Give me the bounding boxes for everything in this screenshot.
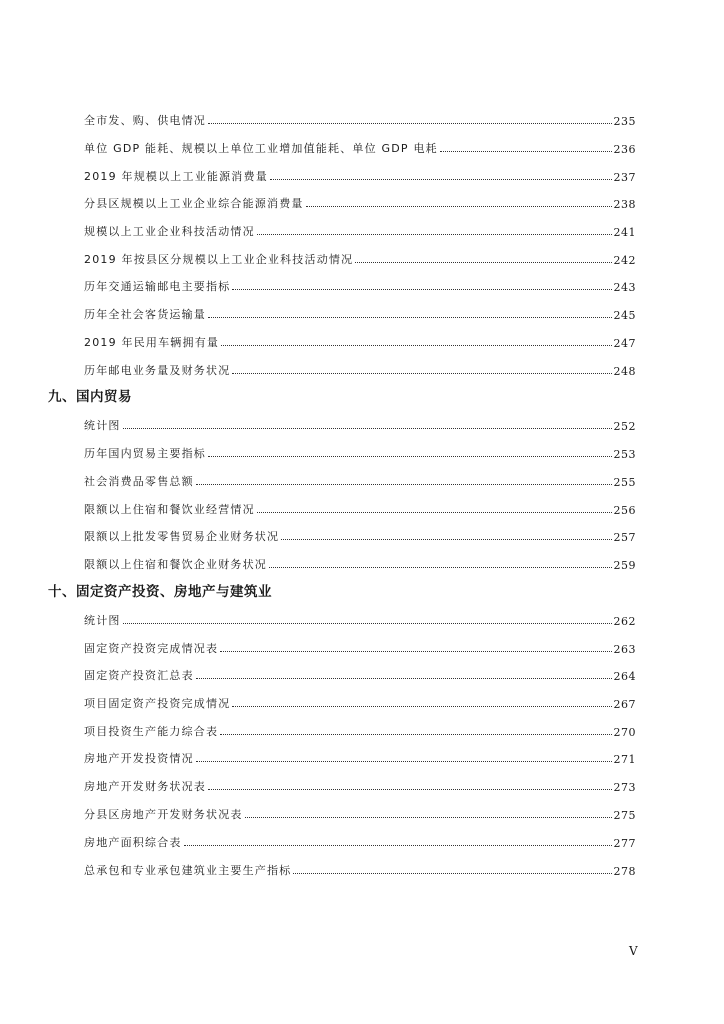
toc-entry[interactable] xyxy=(84,302,636,322)
dot-leader xyxy=(196,484,612,485)
toc-entry-title: 2019 年按县区分规模以上工业企业科技活动情况 xyxy=(84,253,354,266)
toc-entry-title: 历年国内贸易主要指标 xyxy=(84,447,206,460)
toc-entry[interactable] xyxy=(84,108,636,128)
toc-entry-page: 235 xyxy=(613,115,636,128)
toc-entry[interactable] xyxy=(84,274,636,294)
page-number: V xyxy=(629,944,638,958)
toc-entry[interactable] xyxy=(84,469,636,489)
dot-leader xyxy=(281,539,611,540)
toc-entry-title: 房地产面积综合表 xyxy=(84,836,182,849)
dot-leader xyxy=(232,373,611,374)
toc-entry[interactable] xyxy=(84,552,636,572)
toc-entry-title: 项目投资生产能力综合表 xyxy=(84,725,219,738)
dot-leader xyxy=(257,234,612,235)
toc-entry-title: 分县区房地产开发财务状况表 xyxy=(84,808,243,821)
toc-entry[interactable] xyxy=(84,608,636,628)
dot-leader xyxy=(355,262,611,263)
toc-entry-title: 固定资产投资完成情况表 xyxy=(84,642,219,655)
toc-entry-page: 245 xyxy=(613,309,636,322)
toc-entry-title: 统计图 xyxy=(84,614,121,627)
toc-entry[interactable] xyxy=(84,802,636,822)
toc-entry-title: 全市发、购、供电情况 xyxy=(84,114,206,127)
toc-entry-page: 236 xyxy=(613,143,636,156)
toc-entry[interactable] xyxy=(84,191,636,211)
section-heading-domestic-trade[interactable]: 九、国内贸易 xyxy=(48,389,132,405)
toc-entry-title: 历年邮电业务量及财务状况 xyxy=(84,364,231,377)
toc-entry[interactable] xyxy=(84,636,636,656)
toc-entry-page: 263 xyxy=(613,643,636,656)
dot-leader xyxy=(123,623,612,624)
toc-entry[interactable] xyxy=(84,330,636,350)
toc-entry-title: 限额以上批发零售贸易企业财务状况 xyxy=(84,530,280,543)
toc-entry-page: 270 xyxy=(613,726,636,739)
toc-entry-page: 264 xyxy=(613,670,636,683)
toc-entry[interactable] xyxy=(84,497,636,517)
toc-entry-page: 238 xyxy=(613,198,636,211)
toc-entry[interactable] xyxy=(84,746,636,766)
toc-entry[interactable] xyxy=(84,219,636,239)
toc-entry-page: 243 xyxy=(613,281,636,294)
toc-entry[interactable] xyxy=(84,524,636,544)
toc-entry-page: 255 xyxy=(613,476,636,489)
toc-entry-title: 总承包和专业承包建筑业主要生产指标 xyxy=(84,864,292,877)
toc-entry-page: 241 xyxy=(613,226,636,239)
dot-leader xyxy=(208,123,612,124)
toc-entry-title: 限额以上住宿和餐饮业经营情况 xyxy=(84,503,255,516)
toc-entry[interactable] xyxy=(84,663,636,683)
toc-entry-title: 分县区规模以上工业企业综合能源消费量 xyxy=(84,197,304,210)
dot-leader xyxy=(208,317,612,318)
toc-entry-title: 房地产开发财务状况表 xyxy=(84,780,206,793)
dot-leader xyxy=(440,151,612,152)
dot-leader xyxy=(232,289,611,290)
dot-leader xyxy=(269,567,612,568)
toc-entry-title: 项目固定资产投资完成情况 xyxy=(84,697,231,710)
dot-leader xyxy=(123,428,612,429)
toc-entry-title: 单位 GDP 能耗、规模以上单位工业增加值能耗、单位 GDP 电耗 xyxy=(84,142,438,155)
dot-leader xyxy=(208,789,612,790)
dot-leader xyxy=(196,678,612,679)
toc-entry-title: 社会消费品零售总额 xyxy=(84,475,194,488)
dot-leader xyxy=(220,734,611,735)
toc-entry[interactable] xyxy=(84,774,636,794)
toc-entry-title: 固定资产投资汇总表 xyxy=(84,669,194,682)
toc-entry-page: 259 xyxy=(613,559,636,572)
toc-entry[interactable] xyxy=(84,858,636,878)
toc-entry-page: 277 xyxy=(613,837,636,850)
toc-entry-title: 历年全社会客货运输量 xyxy=(84,308,206,321)
toc-entry-title: 规模以上工业企业科技活动情况 xyxy=(84,225,255,238)
dot-leader xyxy=(257,512,612,513)
dot-leader xyxy=(208,456,612,457)
toc-entry-title: 历年交通运输邮电主要指标 xyxy=(84,280,231,293)
toc-entry[interactable] xyxy=(84,164,636,184)
toc-entry-page: 256 xyxy=(613,504,636,517)
toc-entry-page: 237 xyxy=(613,171,636,184)
dot-leader xyxy=(270,179,612,180)
section-heading-fixed-asset-investment[interactable]: 十、固定资产投资、房地产与建筑业 xyxy=(48,584,272,600)
toc-entry-title: 房地产开发投资情况 xyxy=(84,752,194,765)
dot-leader xyxy=(245,817,612,818)
dot-leader xyxy=(220,651,611,652)
toc-entry-page: 275 xyxy=(613,809,636,822)
toc-entry-title: 统计图 xyxy=(84,419,121,432)
toc-entry-title: 2019 年民用车辆拥有量 xyxy=(84,336,220,349)
toc-entry-page: 253 xyxy=(613,448,636,461)
dot-leader xyxy=(306,206,612,207)
dot-leader xyxy=(293,873,611,874)
toc-entry[interactable] xyxy=(84,691,636,711)
dot-leader xyxy=(232,706,611,707)
toc-entry-page: 273 xyxy=(613,781,636,794)
toc-entry-page: 267 xyxy=(613,698,636,711)
toc-entry[interactable] xyxy=(84,830,636,850)
toc-entry[interactable] xyxy=(84,413,636,433)
toc-entry[interactable] xyxy=(84,441,636,461)
toc-entry-page: 257 xyxy=(613,531,636,544)
toc-entry-page: 247 xyxy=(613,337,636,350)
toc-entry-page: 278 xyxy=(613,865,636,878)
toc-entry-page: 248 xyxy=(613,365,636,378)
toc-entry[interactable] xyxy=(84,136,636,156)
toc-entry-title: 2019 年规模以上工业能源消费量 xyxy=(84,170,268,183)
toc-entry-page: 271 xyxy=(613,753,636,766)
toc-entry[interactable] xyxy=(84,719,636,739)
toc-entry-page: 252 xyxy=(613,420,636,433)
toc-entry-title: 限额以上住宿和餐饮企业财务状况 xyxy=(84,558,267,571)
dot-leader xyxy=(221,345,611,346)
dot-leader xyxy=(184,845,612,846)
toc-entry[interactable] xyxy=(84,358,636,378)
toc-entry-page: 242 xyxy=(613,254,636,267)
dot-leader xyxy=(196,761,612,762)
toc-entry[interactable] xyxy=(84,247,636,267)
toc-entry-page: 262 xyxy=(613,615,636,628)
